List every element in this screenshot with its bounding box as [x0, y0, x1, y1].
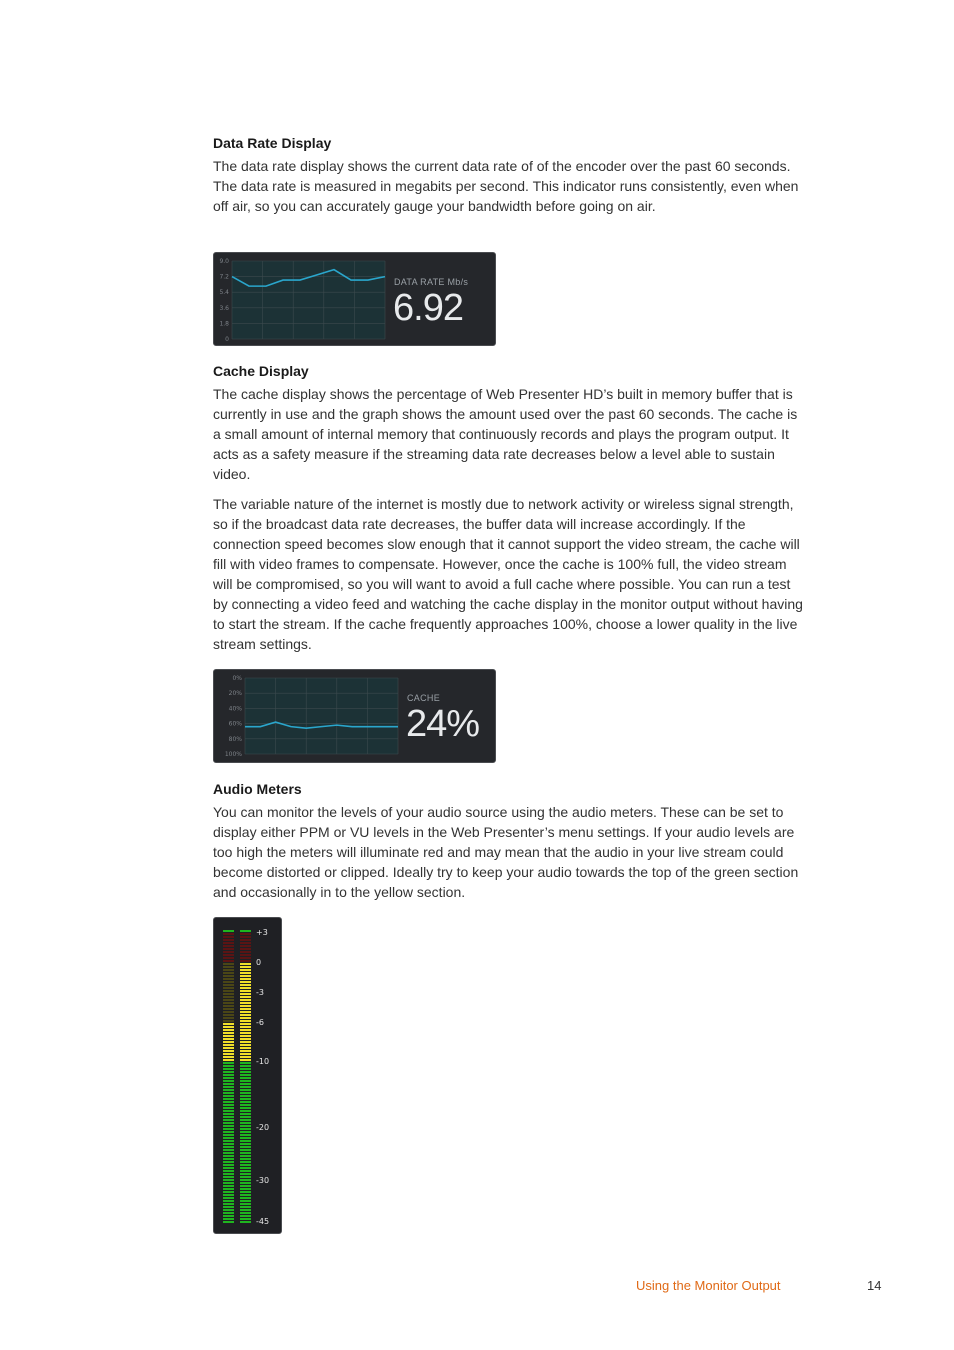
meter-segment-right	[240, 1134, 251, 1136]
meter-segment-left	[223, 1212, 234, 1214]
meter-segment-left	[223, 1068, 234, 1070]
meter-segment-right	[240, 1167, 251, 1169]
meter-segment-right	[240, 1080, 251, 1082]
meter-scale-label: -45	[256, 1217, 270, 1226]
meter-segment-right	[240, 999, 251, 1001]
meter-segment-left	[223, 1221, 234, 1223]
meter-segment-left	[223, 996, 234, 998]
page-number: 14	[867, 1278, 882, 1293]
meter-segment-left	[223, 1053, 234, 1055]
meter-segment-left	[223, 1095, 234, 1097]
meter-segment-right	[240, 1146, 251, 1148]
meter-segment-right	[240, 957, 251, 959]
meter-segment-left	[223, 1215, 234, 1217]
meter-segment-right	[240, 933, 251, 935]
y-tick-label: 1.8	[219, 320, 229, 328]
meter-segment-left	[223, 1044, 234, 1046]
meter-segment-right	[240, 1077, 251, 1079]
cache-panel	[213, 669, 496, 763]
meter-segment-right	[240, 1182, 251, 1184]
meter-segment-left	[223, 969, 234, 971]
meter-segment-left	[223, 1014, 234, 1016]
meter-segment-left	[223, 1206, 234, 1208]
meter-segment-right	[240, 1188, 251, 1190]
meter-segment-right	[240, 1005, 251, 1007]
section-heading-data-rate: Data Rate Display	[213, 135, 332, 151]
meter-segment-right	[240, 1056, 251, 1058]
meter-segment-left	[223, 1008, 234, 1010]
meter-segment-right	[240, 972, 251, 974]
meter-segment-right	[240, 1104, 251, 1106]
meter-segment-left	[223, 933, 234, 935]
plot-area	[232, 261, 385, 339]
meter-segment-right	[240, 1032, 251, 1034]
meter-segment-left	[223, 1170, 234, 1172]
meter-segment-left	[223, 1128, 234, 1130]
meter-segment-right	[240, 948, 251, 950]
meter-segment-right	[240, 1161, 251, 1163]
meter-segment-right	[240, 981, 251, 983]
meter-segment-left	[223, 951, 234, 953]
meter-segment-right	[240, 969, 251, 971]
meter-segment-right	[240, 936, 251, 938]
meter-segment-right	[240, 1191, 251, 1193]
meter-segment-right	[240, 1149, 251, 1151]
meter-segment-right	[240, 975, 251, 977]
meter-segment-left	[223, 1218, 234, 1220]
meter-segment-right	[240, 1020, 251, 1022]
meter-segment-right	[240, 1002, 251, 1004]
meter-segment-left	[223, 1032, 234, 1034]
meter-segment-left	[223, 939, 234, 941]
meter-segment-left	[223, 1038, 234, 1040]
meter-segment-right	[240, 1062, 251, 1064]
meter-segment-right	[240, 1200, 251, 1202]
meter-segment-right	[240, 1089, 251, 1091]
meter-segment-left	[223, 1131, 234, 1133]
meter-segment-right	[240, 939, 251, 941]
meter-segment-right	[240, 1209, 251, 1211]
meter-segment-right	[240, 1017, 251, 1019]
footer-section-title: Using the Monitor Output	[636, 1278, 781, 1293]
meter-segment-left	[223, 1077, 234, 1079]
meter-segment-right	[240, 1197, 251, 1199]
meter-segment-left	[223, 972, 234, 974]
meter-segment-right	[240, 1038, 251, 1040]
meter-segment-right	[240, 984, 251, 986]
meter-segment-left	[223, 1101, 234, 1103]
meter-segment-right	[240, 1140, 251, 1142]
meter-segment-left	[223, 1164, 234, 1166]
meter-segment-right	[240, 1053, 251, 1055]
meter-segment-right	[240, 1050, 251, 1052]
meter-segment-right	[240, 942, 251, 944]
meter-segment-left	[223, 942, 234, 944]
y-tick-label: 100%	[224, 751, 242, 758]
meter-segment-right	[240, 960, 251, 962]
meter-segment-left	[223, 1185, 234, 1187]
meter-segment-right	[240, 1113, 251, 1115]
meter-segment-right	[240, 990, 251, 992]
meter-scale-label: +3	[256, 928, 268, 937]
meter-segment-left	[223, 1056, 234, 1058]
meter-segment-right	[240, 1008, 251, 1010]
cache-value: 24%	[406, 703, 480, 745]
meter-segment-right	[240, 1176, 251, 1178]
meter-segment-left	[223, 990, 234, 992]
meter-segment-right	[240, 1095, 251, 1097]
meter-segment-right	[240, 1086, 251, 1088]
meter-segment-left	[223, 1086, 234, 1088]
y-tick-label: 5.4	[219, 289, 229, 297]
meter-segment-right	[240, 1029, 251, 1031]
meter-segment-left	[223, 1002, 234, 1004]
meter-segment-right	[240, 1143, 251, 1145]
meter-segment-right	[240, 996, 251, 998]
data-rate-label: DATA RATE Mb/s	[394, 277, 469, 287]
meter-segment-left	[223, 960, 234, 962]
meter-segment-right	[240, 1194, 251, 1196]
meter-segment-left	[223, 1167, 234, 1169]
meter-segment-right	[240, 1101, 251, 1103]
meter-segment-right	[240, 963, 251, 965]
meter-segment-left	[223, 963, 234, 965]
meter-segment-left	[223, 999, 234, 1001]
meter-segment-left	[223, 948, 234, 950]
meter-segment-left	[223, 1137, 234, 1139]
meter-segment-left	[223, 987, 234, 989]
meter-segment-right	[240, 1068, 251, 1070]
meter-segment-right	[240, 945, 251, 947]
y-tick-label: 9.0	[219, 258, 229, 265]
meter-segment-right	[240, 1173, 251, 1175]
meter-segment-right	[240, 930, 251, 932]
meter-segment-left	[223, 1116, 234, 1118]
meter-segment-left	[223, 1041, 234, 1043]
meter-segment-left	[223, 1110, 234, 1112]
meter-scale-label: -30	[256, 1176, 270, 1185]
meter-segment-left	[223, 984, 234, 986]
meter-segment-left	[223, 1149, 234, 1151]
meter-segment-left	[223, 1209, 234, 1211]
meter-segment-right	[240, 1116, 251, 1118]
meter-segment-left	[223, 1152, 234, 1154]
meter-segment-left	[223, 1065, 234, 1067]
meter-scale-label: 0	[256, 958, 262, 967]
section-heading-cache: Cache Display	[213, 363, 309, 379]
meter-segment-left	[223, 1017, 234, 1019]
meter-segment-right	[240, 1122, 251, 1124]
meter-segment-left	[223, 1074, 234, 1076]
meter-segment-right	[240, 1125, 251, 1127]
meter-segment-left	[223, 1026, 234, 1028]
meter-segment-right	[240, 1152, 251, 1154]
meter-segment-left	[223, 1047, 234, 1049]
meter-segment-left	[223, 1203, 234, 1205]
meter-segment-left	[223, 936, 234, 938]
meter-segment-left	[223, 1083, 234, 1085]
meter-segment-right	[240, 954, 251, 956]
meter-segment-right	[240, 1155, 251, 1157]
meter-segment-left	[223, 1098, 234, 1100]
meter-segment-left	[223, 1155, 234, 1157]
meter-segment-left	[223, 957, 234, 959]
meter-segment-left	[223, 1011, 234, 1013]
meter-segment-right	[240, 1158, 251, 1160]
y-tick-label: 20%	[228, 690, 242, 698]
meter-segment-right	[240, 1170, 251, 1172]
meter-segment-right	[240, 951, 251, 953]
meter-segment-left	[223, 1023, 234, 1025]
y-tick-label: 40%	[228, 705, 242, 713]
meter-segment-left	[223, 966, 234, 968]
meter-segment-right	[240, 1137, 251, 1139]
paragraph-audio: You can monitor the levels of your audio source using the audio meters. These can be set to display either PPM or VU levels in the Web Presenter’s menu settings. If your audio levels are too high the meters will illuminate red and may mean that the audio in your live stream could become distorted or clipped. Ideally try to keep your audio towards the top of the green section and occasionally in to the yellow section.	[213, 804, 799, 900]
meter-segment-right	[240, 1074, 251, 1076]
meter-segment-right	[240, 1044, 251, 1046]
y-tick-label: 80%	[228, 735, 242, 743]
meter-segment-left	[223, 1197, 234, 1199]
meter-segment-right	[240, 1041, 251, 1043]
meter-segment-left	[223, 1059, 234, 1061]
meter-segment-left	[223, 1179, 234, 1181]
meter-segment-left	[223, 1161, 234, 1163]
meter-segment-left	[223, 1140, 234, 1142]
meter-segment-left	[223, 1125, 234, 1127]
meter-segment-right	[240, 1023, 251, 1025]
meter-segment-right	[240, 1035, 251, 1037]
meter-segment-right	[240, 966, 251, 968]
meter-segment-left	[223, 1062, 234, 1064]
meter-segment-left	[223, 993, 234, 995]
data-rate-value: 6.92	[393, 287, 463, 329]
audio-meter-panel	[213, 917, 282, 1234]
paragraph-cache-1: The cache display shows the percentage of Web Presenter HD’s built in memory buffer that is currently in use and the graph shows the amount used over the past 60 seconds. The cache is a small amount of internal memory that continuously records and plays the program output. It acts as a safety measure if the streaming data rate decreases below a level able to sustain video.	[213, 386, 798, 482]
paragraph-cache-2: The variable nature of the internet is mostly due to network activity or wireless signal strength, so if the broadcast data rate decreases, the buffer data will increase accordingly. If the connection speed becomes slow enough that it cannot support the video stream, the cache will fill with video frames to compensate. However, once the cache is 100% full, the video stream will be compromised, so you will want to avoid a full cache where possible. You can run a test by connecting a video feed and watching the cache display in the monitor output without having to start the stream. If the cache frequently approaches 100%, choose a lower quality in the live stream settings.	[213, 496, 803, 652]
meter-segment-left	[223, 1173, 234, 1175]
meter-segment-right	[240, 1203, 251, 1205]
meter-segment-right	[240, 1047, 251, 1049]
y-tick-label: 7.2	[219, 273, 229, 281]
meter-segment-left	[223, 954, 234, 956]
meter-segment-left	[223, 1071, 234, 1073]
meter-segment-left	[223, 1176, 234, 1178]
meter-segment-left	[223, 1119, 234, 1121]
meter-scale-label: -3	[256, 988, 264, 997]
meter-segment-right	[240, 987, 251, 989]
meter-segment-left	[223, 1029, 234, 1031]
meter-segment-left	[223, 1143, 234, 1145]
meter-segment-left	[223, 1146, 234, 1148]
meter-segment-left	[223, 1200, 234, 1202]
meter-segment-right	[240, 1119, 251, 1121]
meter-segment-left	[223, 1158, 234, 1160]
meter-segment-left	[223, 1188, 234, 1190]
audio-meter-graphic	[214, 918, 283, 1235]
data-rate-panel	[213, 252, 496, 346]
meter-segment-left	[223, 1107, 234, 1109]
meter-segment-left	[223, 1005, 234, 1007]
meter-segment-left	[223, 1191, 234, 1193]
meter-segment-right	[240, 1218, 251, 1220]
meter-segment-right	[240, 1131, 251, 1133]
meter-segment-right	[240, 993, 251, 995]
meter-segment-left	[223, 1122, 234, 1124]
meter-segment-left	[223, 1134, 234, 1136]
meter-segment-left	[223, 945, 234, 947]
meter-segment-right	[240, 1071, 251, 1073]
meter-segment-right	[240, 1212, 251, 1214]
meter-segment-right	[240, 1092, 251, 1094]
meter-segment-right	[240, 1185, 251, 1187]
meter-segment-left	[223, 975, 234, 977]
y-tick-label: 0	[225, 336, 229, 343]
meter-segment-right	[240, 1128, 251, 1130]
meter-segment-right	[240, 1179, 251, 1181]
section-heading-audio: Audio Meters	[213, 781, 302, 797]
y-tick-label: 3.6	[219, 304, 229, 312]
meter-segment-right	[240, 1221, 251, 1223]
meter-segment-right	[240, 1107, 251, 1109]
meter-segment-right	[240, 1026, 251, 1028]
cache-label: CACHE	[407, 693, 441, 703]
meter-segment-right	[240, 1065, 251, 1067]
meter-scale-label: -6	[256, 1018, 264, 1027]
meter-segment-left	[223, 1104, 234, 1106]
meter-segment-right	[240, 1011, 251, 1013]
paragraph-data-rate: The data rate display shows the current data rate of of the encoder over the past 60 seconds. The data rate is measured in megabits per second. This indicator runs consistently, even when off air, so you can accurately gauge your bandwidth before going on air.	[213, 158, 799, 214]
meter-segment-left	[223, 1020, 234, 1022]
meter-segment-right	[240, 978, 251, 980]
plot-area	[245, 678, 398, 754]
meter-segment-left	[223, 1092, 234, 1094]
meter-segment-left	[223, 1080, 234, 1082]
meter-segment-right	[240, 1059, 251, 1061]
meter-segment-left	[223, 930, 234, 932]
y-tick-label: 0%	[232, 675, 242, 682]
meter-segment-left	[223, 1194, 234, 1196]
meter-segment-right	[240, 1014, 251, 1016]
meter-segment-right	[240, 1206, 251, 1208]
meter-segment-right	[240, 1098, 251, 1100]
meter-scale-label: -10	[256, 1057, 270, 1066]
meter-segment-left	[223, 1182, 234, 1184]
meter-segment-left	[223, 1035, 234, 1037]
meter-segment-right	[240, 1110, 251, 1112]
meter-segment-right	[240, 1215, 251, 1217]
meter-segment-left	[223, 978, 234, 980]
meter-segment-left	[223, 1089, 234, 1091]
meter-segment-left	[223, 1113, 234, 1115]
meter-segment-right	[240, 1164, 251, 1166]
meter-segment-left	[223, 981, 234, 983]
meter-scale-label: -20	[256, 1123, 270, 1132]
meter-segment-left	[223, 1050, 234, 1052]
y-tick-label: 60%	[228, 720, 242, 728]
meter-segment-right	[240, 1083, 251, 1085]
